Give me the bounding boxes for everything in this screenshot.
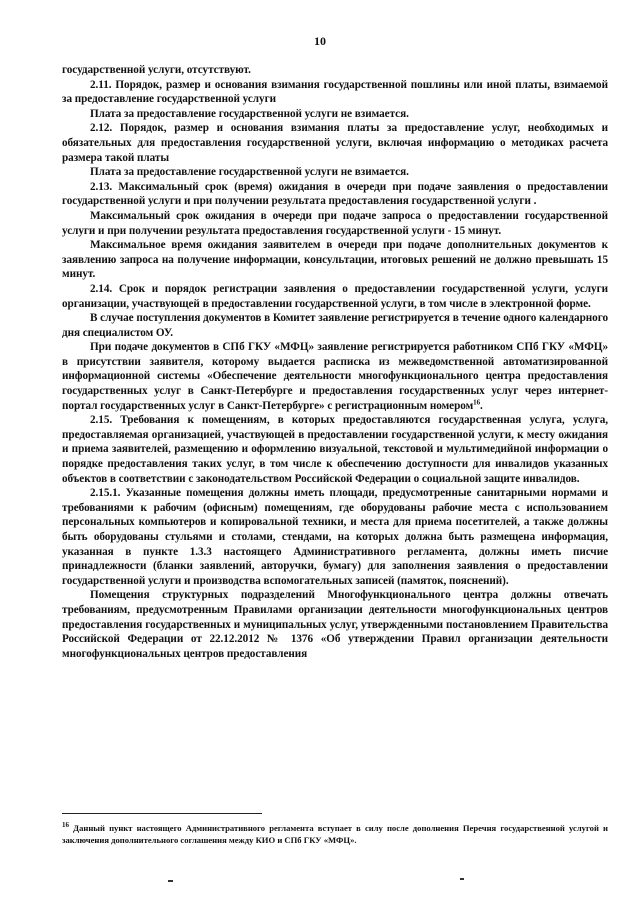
footnote-text: Данный пункт настоящего Административного регламента вступает в силу после дополнения Перечня государственной услугой и заключения дополнительного соглашения между КИО и СПб ГКУ «МФЦ».	[62, 823, 608, 845]
footnote-reference[interactable]: 16	[473, 397, 481, 406]
footnote	[62, 822, 608, 846]
page-number: 10	[314, 34, 326, 48]
paragraph: Плата за предоставление государственной услуги не взимается.	[90, 107, 409, 120]
paragraph	[62, 340, 608, 413]
footnote-number: 16	[62, 821, 69, 830]
paragraph: Максимальный срок ожидания в очереди при подаче запроса о предоставлении государственной услуги и при получении результата предоставления государственной услуги - 15 минут.	[62, 209, 608, 237]
document-body	[62, 63, 608, 661]
section-heading: 2.14. Срок и порядок регистрации заявления о предоставлении государственной услуги, услуги организации, участвующей в предоставлении государственной услуги, в том числе в электронной форме.	[62, 282, 608, 310]
paragraph: Помещения структурных подразделений Многофункционального центра должны отвечать требованиям, предусмотренным Правилами организации деятельности многофункциональных центров предоставления государственных и муниципальных услуг, утвержденными постановлением Правительства Российской Федерации от 22.12.2012 № 1376 «Об утверждении Правил организации деятельности многофункциональных центров предоставления	[62, 589, 608, 660]
footnote-divider	[62, 813, 262, 814]
paragraph: Максимальное время ожидания заявителем в очереди при подаче дополнительных документов к заявлению запроса на получение информации, консультации, итоговых решений не должно превышать 15 минут.	[62, 239, 608, 281]
section-heading: 2.15. Требования к помещениям, в которых предоставляются государственная услуга, услуга, предоставляемая организацией, участвующей в предоставлении государственной услуги, к месту ожидания и приема заявителей, размещению и оформлению визуальной, текстовой и мультимедийной информации о порядке предоставления таких услуг, в том числе к обеспечению доступности для инвалидов указанных объектов в соответствии с законодательством Российской Федерации о социальной защите инвалидов.	[62, 414, 608, 485]
section-heading: 2.13. Максимальный срок (время) ожидания в очереди при подаче заявления о предоставлении государственной услуги и при получении результата предоставления государственной услуги .	[62, 180, 608, 208]
paragraph-text: При подаче документов в СПб ГКУ «МФЦ» заявление регистрируется работником СПб ГКУ «МФЦ» в присутствии заявителя, которому выдается расписка из межведомственной автоматизированной информационной системы «Обеспечение деятельности многофункционального центра предоставления государственных услуг в Санкт-Петербурге и предоставления государственных услуг через интернет-портал государственных услуг в Санкт-Петербурге» с регистрационным номером	[62, 341, 608, 412]
section-heading: 2.11. Порядок, размер и основания взимания государственной пошлины или иной платы, взимаемой за предоставление государственной услуги	[62, 78, 608, 106]
paragraph: государственной услуги, отсутствуют.	[62, 64, 251, 76]
section-heading: 2.12. Порядок, размер и основания взимания платы за предоставление услуг, необходимых и обязательных для предоставления государственной услуги, включая информацию о методиках расчета размера такой платы	[62, 122, 608, 164]
scan-artifact	[168, 880, 173, 882]
scan-artifact	[460, 878, 464, 880]
paragraph: 2.15.1. Указанные помещения должны иметь площади, предусмотренные санитарными нормами и требованиями к рабочим (офисным) помещениям, где оборудованы рабочие места с использованием персональных компьютеров и копировальной техники, и места для приема посетителей, а также должны быть оборудованы стульями и столами, стендами, на которых должна быть размещена информация, указанная в пункте 1.3.3 настоящего Административного регламента, должны иметь писчие принадлежности (бланки заявлений, авторучки, бумагу) для заполнения заявления о предоставлении государственной услуги и производства вспомогательных записей (памяток, пояснений).	[62, 487, 608, 587]
paragraph: В случае поступления документов в Комитет заявление регистрируется в течение одного календарного дня специалистом ОУ.	[62, 312, 608, 339]
paragraph-tail: .	[480, 399, 483, 412]
paragraph: Плата за предоставление государственной услуги не взимается.	[90, 166, 409, 179]
